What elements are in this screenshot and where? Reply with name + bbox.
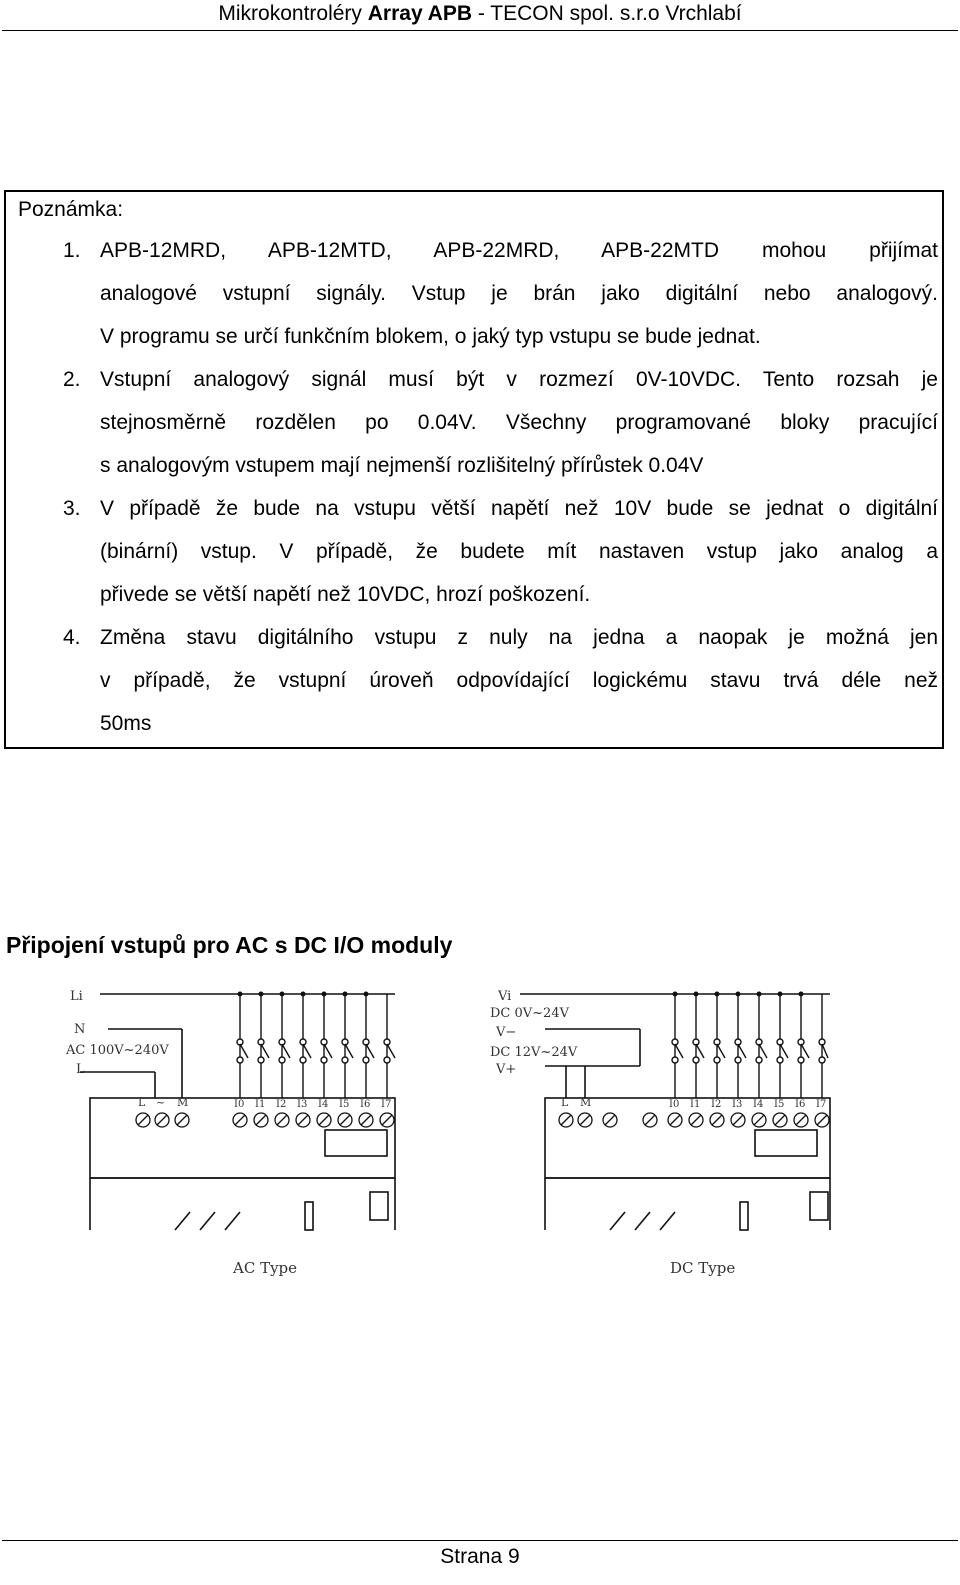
dc-terminal-i5: I5 — [774, 1099, 785, 1110]
input-switch — [735, 994, 746, 1098]
input-switch — [384, 994, 395, 1098]
note-item-line: analogové vstupní signály. Vstup je brán jako digitální nebo analogový. — [100, 282, 938, 305]
dc-label-vi: Vi — [498, 989, 512, 1004]
note-item-line: (binární) vstup. V případě, že budete mít nastaven vstup jako analog a — [100, 540, 938, 563]
input-switch — [279, 994, 290, 1098]
ac-label-n: N — [74, 1022, 86, 1037]
input-switch — [321, 994, 332, 1098]
note-item-line: s analogovým vstupem mají nejmenší rozlišitelný přírůstek 0.04V — [100, 454, 704, 477]
note-item-number: 1. — [63, 239, 81, 262]
dc-caption: DC Type — [670, 1259, 736, 1277]
note-item-number: 3. — [63, 497, 81, 520]
dc-label-range: DC 0V~24V — [490, 1006, 569, 1021]
input-switch — [798, 994, 809, 1098]
dc-terminal-i1: I1 — [690, 1099, 701, 1110]
note-item-line: 50ms — [100, 712, 152, 735]
dc-terminal-m: M — [580, 1096, 592, 1109]
input-switch — [363, 994, 374, 1098]
ac-terminal-i2: I2 — [276, 1099, 287, 1110]
input-switch — [777, 994, 788, 1098]
ac-terminal-i0: I0 — [234, 1099, 245, 1110]
ac-label-li: Li — [70, 989, 83, 1004]
ac-terminal-i3: I3 — [297, 1099, 308, 1110]
input-switch — [693, 994, 704, 1098]
dc-terminal-l: L — [561, 1096, 569, 1109]
page-number: Strana 9 — [440, 1545, 520, 1568]
input-switch — [258, 994, 269, 1098]
header-divider — [2, 30, 958, 31]
dc-label-vplus: V+ — [496, 1062, 517, 1077]
page-header — [0, 0, 960, 30]
ac-caption: AC Type — [233, 1259, 298, 1277]
dc-label-supply: DC 12V~24V — [490, 1045, 578, 1060]
note-item-line: V případě že bude na vstupu větší napětí než 10V bude se jednat o digitální — [100, 497, 938, 520]
note-item-line: V programu se určí funkčním blokem, o jaký typ vstupu se bude jednat. — [100, 325, 761, 348]
ac-terminal-l: L — [138, 1096, 146, 1109]
note-item-number: 4. — [63, 626, 81, 649]
wiring-diagram — [50, 980, 910, 1300]
input-switch — [342, 994, 353, 1098]
header-suffix: - TECON spol. s.r.o Vrchlabí — [472, 2, 742, 25]
note-title: Poznámka: — [18, 198, 124, 221]
note-item-line: přivede se větší napětí než 10VDC, hrozí poškození. — [100, 583, 591, 606]
ac-terminal-i6: I6 — [360, 1099, 371, 1110]
input-switch — [756, 994, 767, 1098]
ac-terminal-i4: I4 — [318, 1099, 329, 1110]
note-box — [4, 190, 944, 749]
ac-terminal-i7: I7 — [381, 1099, 392, 1110]
ac-terminal-i5: I5 — [339, 1099, 350, 1110]
input-switch — [714, 994, 725, 1098]
dc-terminal-i3: I3 — [732, 1099, 743, 1110]
footer-divider — [2, 1540, 958, 1541]
note-item-line: v případě, že vstupní úroveň odpovídající logickému stavu trvá déle než — [100, 669, 938, 692]
ac-terminal-i1: I1 — [255, 1099, 266, 1110]
note-item-line: APB-12MRD, APB-12MTD, APB-22MRD, APB-22MTD mohou přijímat — [100, 239, 938, 262]
ac-terminal-ac: ~ — [156, 1096, 166, 1109]
dc-terminal-i4: I4 — [753, 1099, 764, 1110]
dc-terminal-i7: I7 — [816, 1099, 827, 1110]
dc-terminal-i2: I2 — [711, 1099, 722, 1110]
input-switch — [672, 994, 683, 1098]
ac-terminal-m: M — [177, 1096, 189, 1109]
input-switch — [237, 994, 248, 1098]
note-item-line: stejnosměrně rozdělen po 0.04V. Všechny programované bloky pracující — [100, 411, 938, 434]
section-title: Připojení vstupů pro AC s DC I/O moduly — [6, 932, 453, 958]
input-switch — [300, 994, 311, 1098]
dc-terminal-i0: I0 — [669, 1099, 680, 1110]
note-item-line: Vstupní analogový signál musí být v rozmezí 0V-10VDC. Tento rozsah je — [100, 368, 938, 391]
header-prefix: Mikrokontroléry — [218, 2, 368, 25]
dc-terminal-i6: I6 — [795, 1099, 806, 1110]
ac-label-voltage: AC 100V~240V — [66, 1043, 169, 1058]
header-product: Array APB — [367, 2, 473, 25]
input-switch — [819, 994, 828, 1098]
note-item-line: Změna stavu digitálního vstupu z nuly na jedna a naopak je možná jen — [100, 626, 938, 649]
dc-label-vminus: V− — [496, 1025, 517, 1040]
note-item-number: 2. — [63, 368, 81, 391]
ac-label-l: L — [76, 1062, 85, 1077]
